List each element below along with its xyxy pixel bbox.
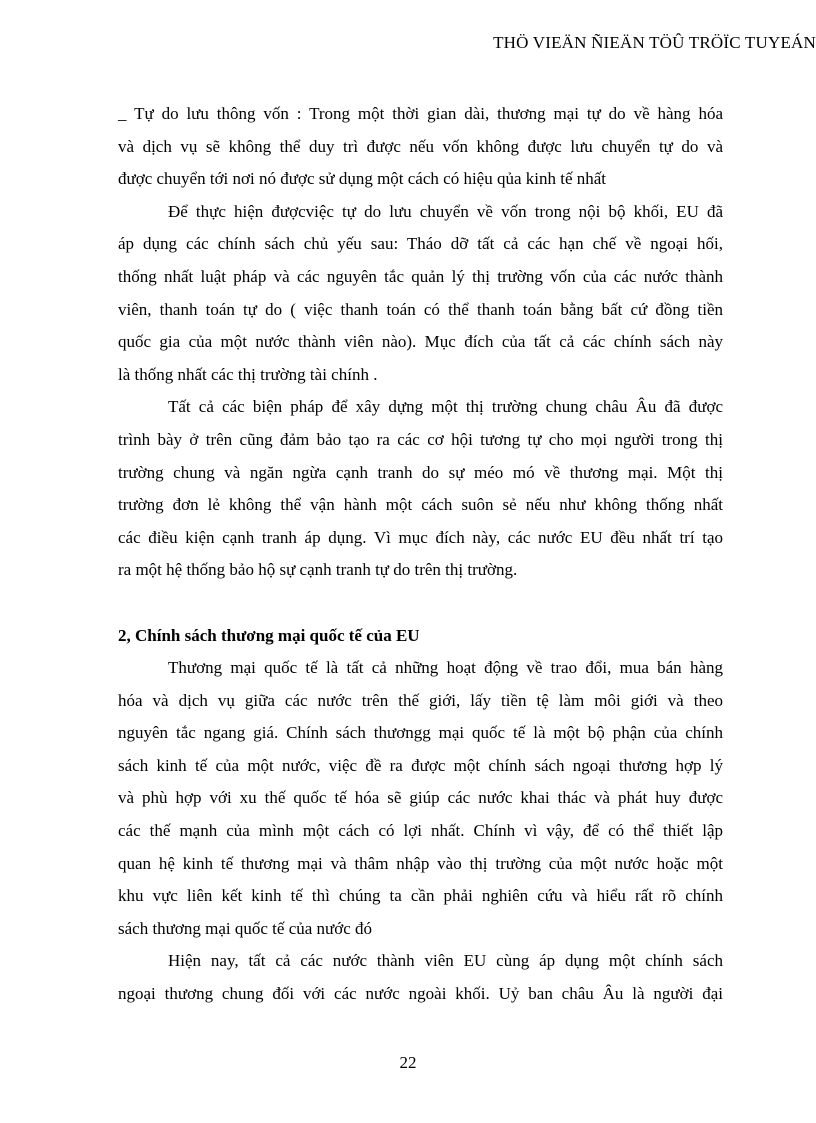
section-spacer [118,587,723,620]
text-line: Thương mại quốc tế là tất cả những hoạt động về trao đổi, mua bán hàng [168,658,723,678]
paragraph-international-trade [118,652,723,945]
text-line: hóa và dịch vụ giữa các nước trên thế giới, lấy tiền tệ làm môi giới và theo [118,690,723,710]
text-line: là thống nhất các thị trường tài chính . [118,364,378,384]
text-line: sách kinh tế của một nước, việc đề ra được một chính sách ngoại thương hợp lý [118,755,723,775]
text-line: được chuyển tới nơi nó được sử dụng một cách có hiệu qủa kinh tế nhất [118,169,607,189]
paragraph-capital-flow [118,98,723,196]
section-heading: 2, Chính sách thương mại quốc tế của EU [118,625,420,645]
text-line: trường chung và ngăn ngừa cạnh tranh do sự méo mó về thương mại. Một thị [118,462,723,482]
text-line: khu vực liên kết kinh tế thì chúng ta cần phải nghiên cứu và hiểu rất rõ chính [118,886,723,906]
paragraph-common-market [118,391,723,587]
paragraph-eu-capital-policies [118,196,723,392]
text-line: ra một hệ thống bảo hộ sự cạnh tranh tự do trên thị trường. [118,560,518,580]
text-line: quốc gia của một nước thành viên nào). Mục đích của tất cả các chính sách này [118,332,723,352]
text-line: _ Tự do lưu thông vốn : Trong một thời gian dài, thương mại tự do về hàng hóa [118,104,723,123]
text-line: ngoại thương chung đối với các nước ngoài khối. Uỷ ban châu Âu là người đại [118,984,723,1004]
text-line: trình bày ở trên cũng đảm bảo tạo ra các cơ hội tương tự cho mọi người trong thị [118,429,723,449]
text-line: nguyên tắc ngang giá. Chính sách thươngg mại quốc tế là một bộ phận của chính [118,723,723,743]
paragraph-common-trade-policy [118,945,723,1010]
document-body [118,98,723,1011]
text-line: Tất cả các biện pháp để xây dựng một thị trường chung châu Âu đã được [168,397,723,417]
page-header: THÖ VIEÄN ÑIEÄN TÖÛ TRÖÏC TUYEÁN [493,33,816,52]
text-line: quan hệ kinh tế thương mại và thâm nhập vào thị trường của một nước hoặc một [118,853,723,873]
text-line: các điều kiện cạnh tranh áp dụng. Vì mục đích này, các nước EU đều nhất trí tạo [118,527,723,547]
text-line: và dịch vụ sẽ không thể duy trì được nếu vốn không được lưu chuyển tự do và [118,136,723,156]
text-line: Hiện nay, tất cả các nước thành viên EU cùng áp dụng một chính sách [168,951,723,971]
text-line: sách thương mại quốc tế của nước đó [118,918,373,938]
text-line: và phù hợp với xu thế quốc tế hóa sẽ giúp các nước khai thác và phát huy được [118,788,723,808]
text-line: trường đơn lẻ không thể vận hành một cách suôn sẻ nếu như không thống nhất [118,495,723,515]
text-line: áp dụng các chính sách chủ yếu sau: Tháo dỡ tất cả các hạn chế về ngoại hối, [118,234,723,254]
text-line: viên, thanh toán tự do ( việc thanh toán có thể thanh toán bằng bất cứ đồng tiền [118,299,723,319]
text-line: thống nhất luật pháp và các nguyên tắc quản lý thị trường vốn của các nước thành [118,266,723,286]
text-line: các thế mạnh của mình một cách có lợi nhất. Chính vì vậy, để có thể thiết lập [118,821,723,841]
text-line: Để thực hiện đượcviệc tự do lưu chuyển về vốn trong nội bộ khối, EU đã [168,201,723,221]
page-number: 22 [399,1053,417,1072]
